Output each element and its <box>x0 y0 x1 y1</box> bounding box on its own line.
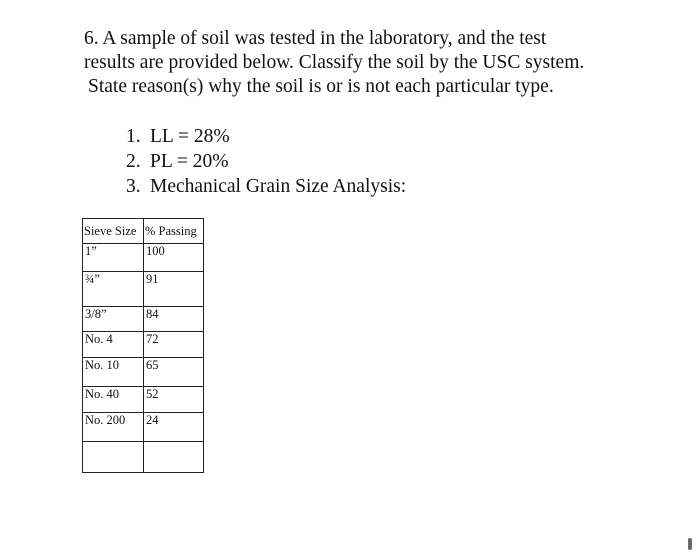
cell-sieve <box>83 442 144 473</box>
given-data-list <box>126 124 406 199</box>
cell-passing: 52 <box>144 387 204 413</box>
cell-sieve: No. 4 <box>83 332 144 358</box>
cell-passing: 84 <box>144 307 204 332</box>
problem-line: 6. A sample of soil was tested in the laboratory, and the test <box>84 28 547 49</box>
list-text: LL = 28% <box>150 126 230 147</box>
list-text: PL = 20% <box>150 151 229 172</box>
cell-passing: 100 <box>144 244 204 272</box>
cell-passing <box>144 442 204 473</box>
cell-passing: 72 <box>144 332 204 358</box>
cell-sieve: 3/8” <box>83 307 144 332</box>
table-row <box>83 272 204 307</box>
table-row <box>83 387 204 413</box>
problem-statement <box>84 27 644 99</box>
problem-line: results are provided below. Classify the soil by the USC system. <box>84 52 585 73</box>
table-row <box>83 413 204 442</box>
cell-sieve: 1” <box>83 244 144 272</box>
list-number: 1. <box>126 126 141 147</box>
cell-passing: 91 <box>144 272 204 307</box>
cell-sieve: No. 40 <box>83 387 144 413</box>
cell-sieve: ¾” <box>83 272 144 307</box>
list-number: 3. <box>126 176 141 197</box>
table-row <box>83 442 204 473</box>
cell-sieve: No. 10 <box>83 358 144 387</box>
list-text: Mechanical Grain Size Analysis: <box>150 176 407 197</box>
cell-passing: 24 <box>144 413 204 442</box>
table-row <box>83 332 204 358</box>
table-row <box>83 358 204 387</box>
list-number: 2. <box>126 151 141 172</box>
cell-passing: 65 <box>144 358 204 387</box>
table-row <box>83 244 204 272</box>
cell-sieve: No. 200 <box>83 413 144 442</box>
problem-line: State reason(s) why the soil is or is not each particular type. <box>88 76 554 97</box>
list-item-grain-size-analysis <box>126 174 406 199</box>
header-percent-passing: % Passing <box>144 219 204 244</box>
header-sieve-size: Sieve Size <box>83 219 144 244</box>
table-header-row <box>83 219 204 244</box>
scroll-indicator <box>688 538 692 550</box>
table-row <box>83 307 204 332</box>
sieve-analysis-table <box>82 218 204 473</box>
list-item-plastic-limit <box>126 149 406 174</box>
list-item-liquid-limit <box>126 124 406 149</box>
